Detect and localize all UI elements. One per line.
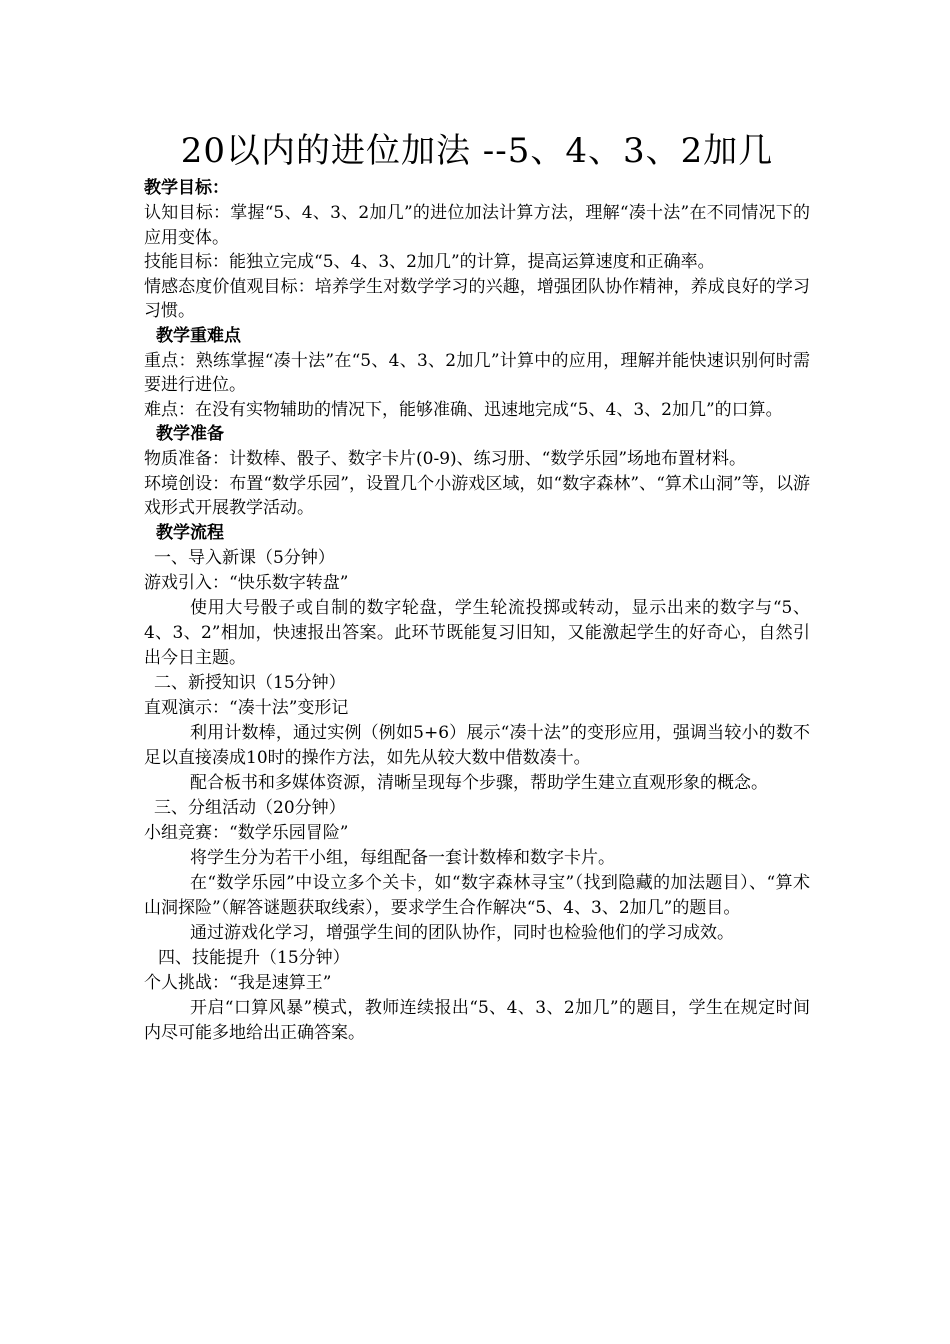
prep-heading: 教学准备 bbox=[156, 424, 224, 444]
process-heading: 教学流程 bbox=[156, 522, 224, 543]
environment-paragraph: 环境创设：布置“数学乐园”，设置几个小游戏区域，如“数字森林”、“算术山洞”等，以游戏形式开展教学活动。 bbox=[144, 473, 810, 518]
part2-subtitle: 直观演示：“凑十法”变形记 bbox=[144, 697, 349, 718]
materials-paragraph: 物质准备：计数棒、骰子、数字卡片(0-9)、练习册、“数学乐园”场地布置材料。 bbox=[144, 449, 747, 469]
part2-paragraph-1: 利用计数棒，通过实例（例如5+6）展示“凑十法”的变形应用，强调当较小的数不足以直接凑成10时的操作方法，如先从较大数中借数凑十。 bbox=[144, 722, 810, 768]
part3-paragraph-2: 在“数学乐园”中设立多个关卡，如“数字森林寻宝”（找到隐藏的加法题目）、“算术山洞探险”（解答谜题获取线索），要求学生合作解决“5、4、3、2加几”的题目。 bbox=[144, 872, 810, 918]
key-point-paragraph: 重点：熟练掌握“凑十法”在“5、4、3、2加几”计算中的应用，理解并能快速识别何时需要进行进位。 bbox=[144, 350, 810, 395]
page-title: 20以内的进位加法 --5、4、3、2加几 bbox=[180, 131, 774, 171]
goals-heading: 教学目标： bbox=[144, 178, 229, 198]
cognitive-goal-paragraph: 认知目标：掌握“5、4、3、2加几”的进位加法计算方法，理解“凑十法”在不同情况下的应用变体。 bbox=[144, 203, 810, 248]
part3-title: 三、分组活动（20分钟） bbox=[154, 797, 346, 818]
part3-paragraph-1: 将学生分为若干小组，每组配备一套计数棒和数字卡片。 bbox=[190, 847, 615, 868]
part2-paragraph-2: 配合板书和多媒体资源，清晰呈现每个步骤，帮助学生建立直观形象的概念。 bbox=[190, 772, 768, 793]
difficult-point-paragraph: 难点：在没有实物辅助的情况下，能够准确、迅速地完成“5、4、3、2加几”的口算。 bbox=[144, 399, 783, 420]
part4-subtitle: 个人挑战：“我是速算王” bbox=[144, 972, 332, 993]
document-page bbox=[144, 128, 810, 1046]
part3-paragraph-3: 通过游戏化学习，增强学生间的团队协作，同时也检验他们的学习成效。 bbox=[190, 922, 734, 943]
part1-title: 一、导入新课（5分钟） bbox=[154, 547, 335, 568]
part2-title: 二、新授知识（15分钟） bbox=[154, 672, 346, 693]
part1-paragraph-1: 使用大号骰子或自制的数字轮盘，学生轮流投掷或转动，显示出来的数字与“5、4、3、2”相加，快速报出答案。此环节既能复习旧知，又能激起学生的好奇心，自然引出今日主题。 bbox=[144, 597, 810, 668]
part4-title: 四、技能提升（15分钟） bbox=[158, 947, 350, 968]
part4-paragraph-1: 开启“口算风暴”模式，教师连续报出“5、4、3、2加几”的题目，学生在规定时间内尽可能多地给出正确答案。 bbox=[144, 997, 810, 1043]
part3-subtitle: 小组竞赛：“数学乐园冒险” bbox=[144, 822, 349, 843]
part1-subtitle: 游戏引入：“快乐数字转盘” bbox=[144, 572, 349, 593]
keypoints-heading: 教学重难点 bbox=[156, 325, 241, 346]
emotion-goal-paragraph: 情感态度价值观目标：培养学生对数学学习的兴趣，增强团队协作精神，养成良好的学习习惯。 bbox=[144, 276, 810, 321]
skill-goal-paragraph: 技能目标：能独立完成“5、4、3、2加几”的计算，提高运算速度和正确率。 bbox=[144, 252, 715, 272]
